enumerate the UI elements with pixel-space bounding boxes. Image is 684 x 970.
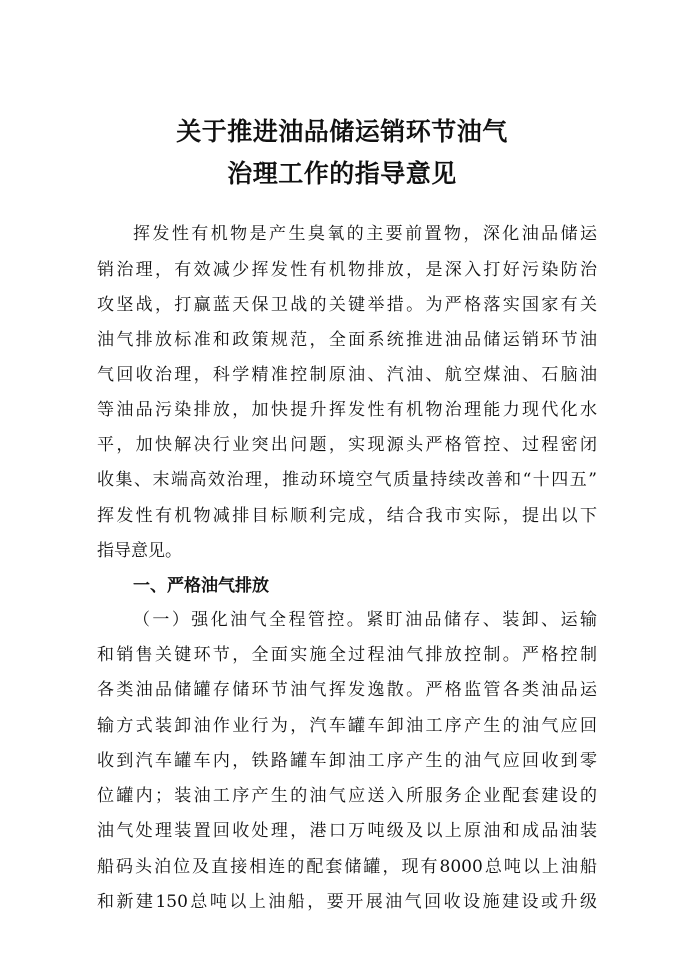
paragraph-line: 攻坚战，打赢蓝天保卫战的关键举措。为严格落实国家有关 (97, 295, 597, 315)
paragraph-line: 气回收治理，科学精准控制原油、汽油、航空煤油、石脑油 (97, 365, 597, 385)
paragraph-line: 油气排放标准和政策规范，全面系统推进油品储运销环节油 (97, 330, 597, 350)
paragraph-line: 输方式装卸油作业行为，汽车罐车卸油工序产生的油气应回 (97, 716, 597, 736)
paragraph-line: 收集、末端高效治理，推动环境空气质量持续改善和“十四五” (97, 470, 597, 490)
paragraph-line: 收到汽车罐车内，铁路罐车卸油工序产生的油气应回收到零 (97, 751, 597, 771)
paragraph-line: 平，加快解决行业突出问题，实现源头严格管控、过程密闭 (97, 435, 597, 455)
paragraph-line: 油气处理装置回收处理，港口万吨级及以上原油和成品油装 (97, 821, 597, 841)
paragraph-line: 指导意见。 (97, 541, 182, 561)
document-title-line-2: 治理工作的指导意见 (227, 159, 457, 188)
paragraph-line: 各类油品储罐存储环节油气挥发逸散。严格监管各类油品运 (97, 680, 597, 700)
paragraph-line: 销治理，有效减少挥发性有机物排放，是深入打好污染防治 (97, 260, 597, 280)
section-heading: 一、严格油气排放 (133, 576, 269, 596)
paragraph-line: 船码头泊位及直接相连的配套储罐，现有8000总吨以上油船 (97, 857, 597, 877)
paragraph-line: （一）强化油气全程管控。紧盯油品储存、装卸、运输 (133, 610, 597, 630)
paragraph-line: 位罐内；装油工序产生的油气应送入所服务企业配套建设的 (97, 786, 597, 806)
paragraph-line: 和销售关键环节，全面实施全过程油气排放控制。严格控制 (97, 645, 597, 665)
document-title-line-1: 关于推进油品储运销环节油气 (176, 117, 508, 146)
paragraph-line: 和新建150总吨以上油船，要开展油气回收设施建设或升级 (97, 892, 597, 912)
paragraph-line: 等油品污染排放，加快提升挥发性有机物治理能力现代化水 (97, 400, 597, 420)
paragraph-line: 挥发性有机物是产生臭氧的主要前置物，深化油品储运 (133, 224, 597, 244)
paragraph-line: 挥发性有机物减排目标顺利完成，结合我市实际，提出以下 (97, 506, 597, 526)
